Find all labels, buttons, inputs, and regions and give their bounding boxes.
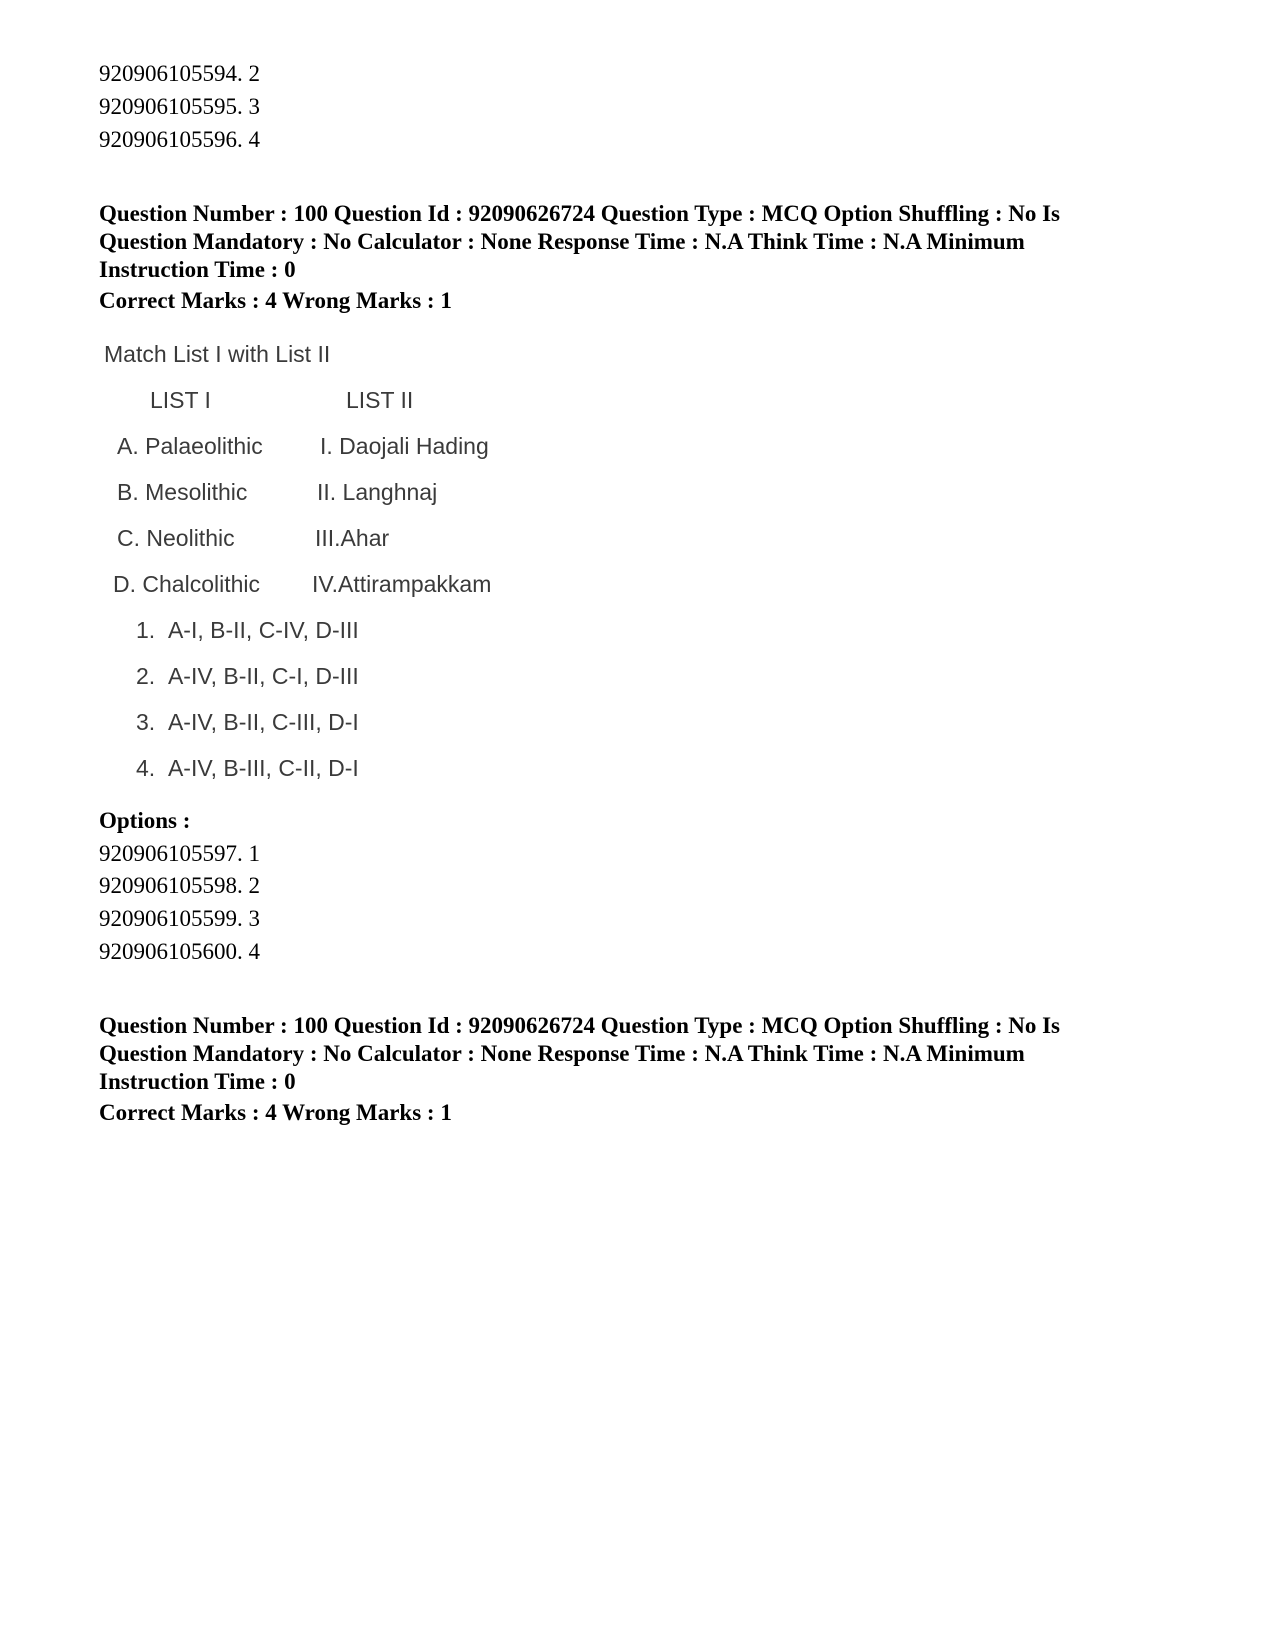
option-line [99, 872, 260, 900]
choice-item [136, 754, 359, 782]
choice-number: 3. [136, 709, 156, 735]
option-line [99, 905, 260, 933]
marks-line: Correct Marks : 4 Wrong Marks : 1 [99, 1100, 452, 1125]
option-id: 920906105598. [99, 873, 243, 898]
choice-text: A-IV, B-III, C-II, D-I [167, 755, 359, 781]
option-value: 2 [248, 61, 260, 86]
option-value: 3 [248, 94, 260, 119]
option-value: 4 [248, 127, 260, 152]
question-header [99, 200, 1179, 284]
option-line [99, 840, 260, 868]
question-header-line: Instruction Time : 0 [99, 1069, 296, 1094]
choice-item [136, 616, 359, 644]
option-id: 920906105594. [99, 61, 243, 86]
choice-number: 4. [136, 755, 156, 781]
option-line [99, 93, 260, 121]
option-value: 4 [248, 939, 260, 964]
option-value: 2 [248, 873, 260, 898]
choice-number: 2. [136, 663, 156, 689]
choice-item [136, 662, 359, 690]
list1-item: C. Neolithic [117, 525, 235, 551]
question-header-line: Question Number : 100 Question Id : 92090626724 Question Type : MCQ Option Shuffling : No Is [99, 1013, 1061, 1038]
list2-header: LIST II [346, 387, 414, 413]
option-id: 920906105600. [99, 939, 243, 964]
options-label: Options : [99, 808, 191, 833]
choice-item [136, 708, 359, 736]
option-id: 920906105595. [99, 94, 243, 119]
list2-item: I. Daojali Hading [320, 433, 489, 459]
list1-item: D. Chalcolithic [113, 571, 260, 597]
question-header-line: Question Mandatory : No Calculator : None Response Time : N.A Think Time : N.A Minimum [99, 229, 1025, 254]
list2-item: IV.Attirampakkam [312, 571, 492, 597]
list2-item: III.Ahar [315, 525, 390, 551]
option-id: 920906105596. [99, 127, 243, 152]
list1-item: B. Mesolithic [117, 479, 248, 505]
option-id: 920906105597. [99, 841, 243, 866]
choice-text: A-IV, B-II, C-III, D-I [167, 709, 359, 735]
question-header-line: Question Mandatory : No Calculator : None Response Time : N.A Think Time : N.A Minimum [99, 1041, 1025, 1066]
option-line [99, 938, 260, 966]
question-header-line: Instruction Time : 0 [99, 257, 296, 282]
option-line [99, 126, 260, 154]
marks-line: Correct Marks : 4 Wrong Marks : 1 [99, 288, 452, 313]
question-header [99, 1012, 1179, 1096]
choice-number: 1. [136, 617, 156, 643]
question-title: Match List I with List II [104, 341, 331, 367]
option-line [99, 60, 260, 88]
choice-text: A-I, B-II, C-IV, D-III [167, 617, 359, 643]
question-header-line: Question Number : 100 Question Id : 92090626724 Question Type : MCQ Option Shuffling : No Is [99, 201, 1061, 226]
option-id: 920906105599. [99, 906, 243, 931]
question-content [104, 340, 604, 810]
list1-header: LIST I [150, 387, 211, 413]
list2-item: II. Langhnaj [317, 479, 438, 505]
option-value: 1 [248, 841, 260, 866]
list1-item: A. Palaeolithic [117, 433, 263, 459]
choice-text: A-IV, B-II, C-I, D-III [167, 663, 359, 689]
option-value: 3 [248, 906, 260, 931]
